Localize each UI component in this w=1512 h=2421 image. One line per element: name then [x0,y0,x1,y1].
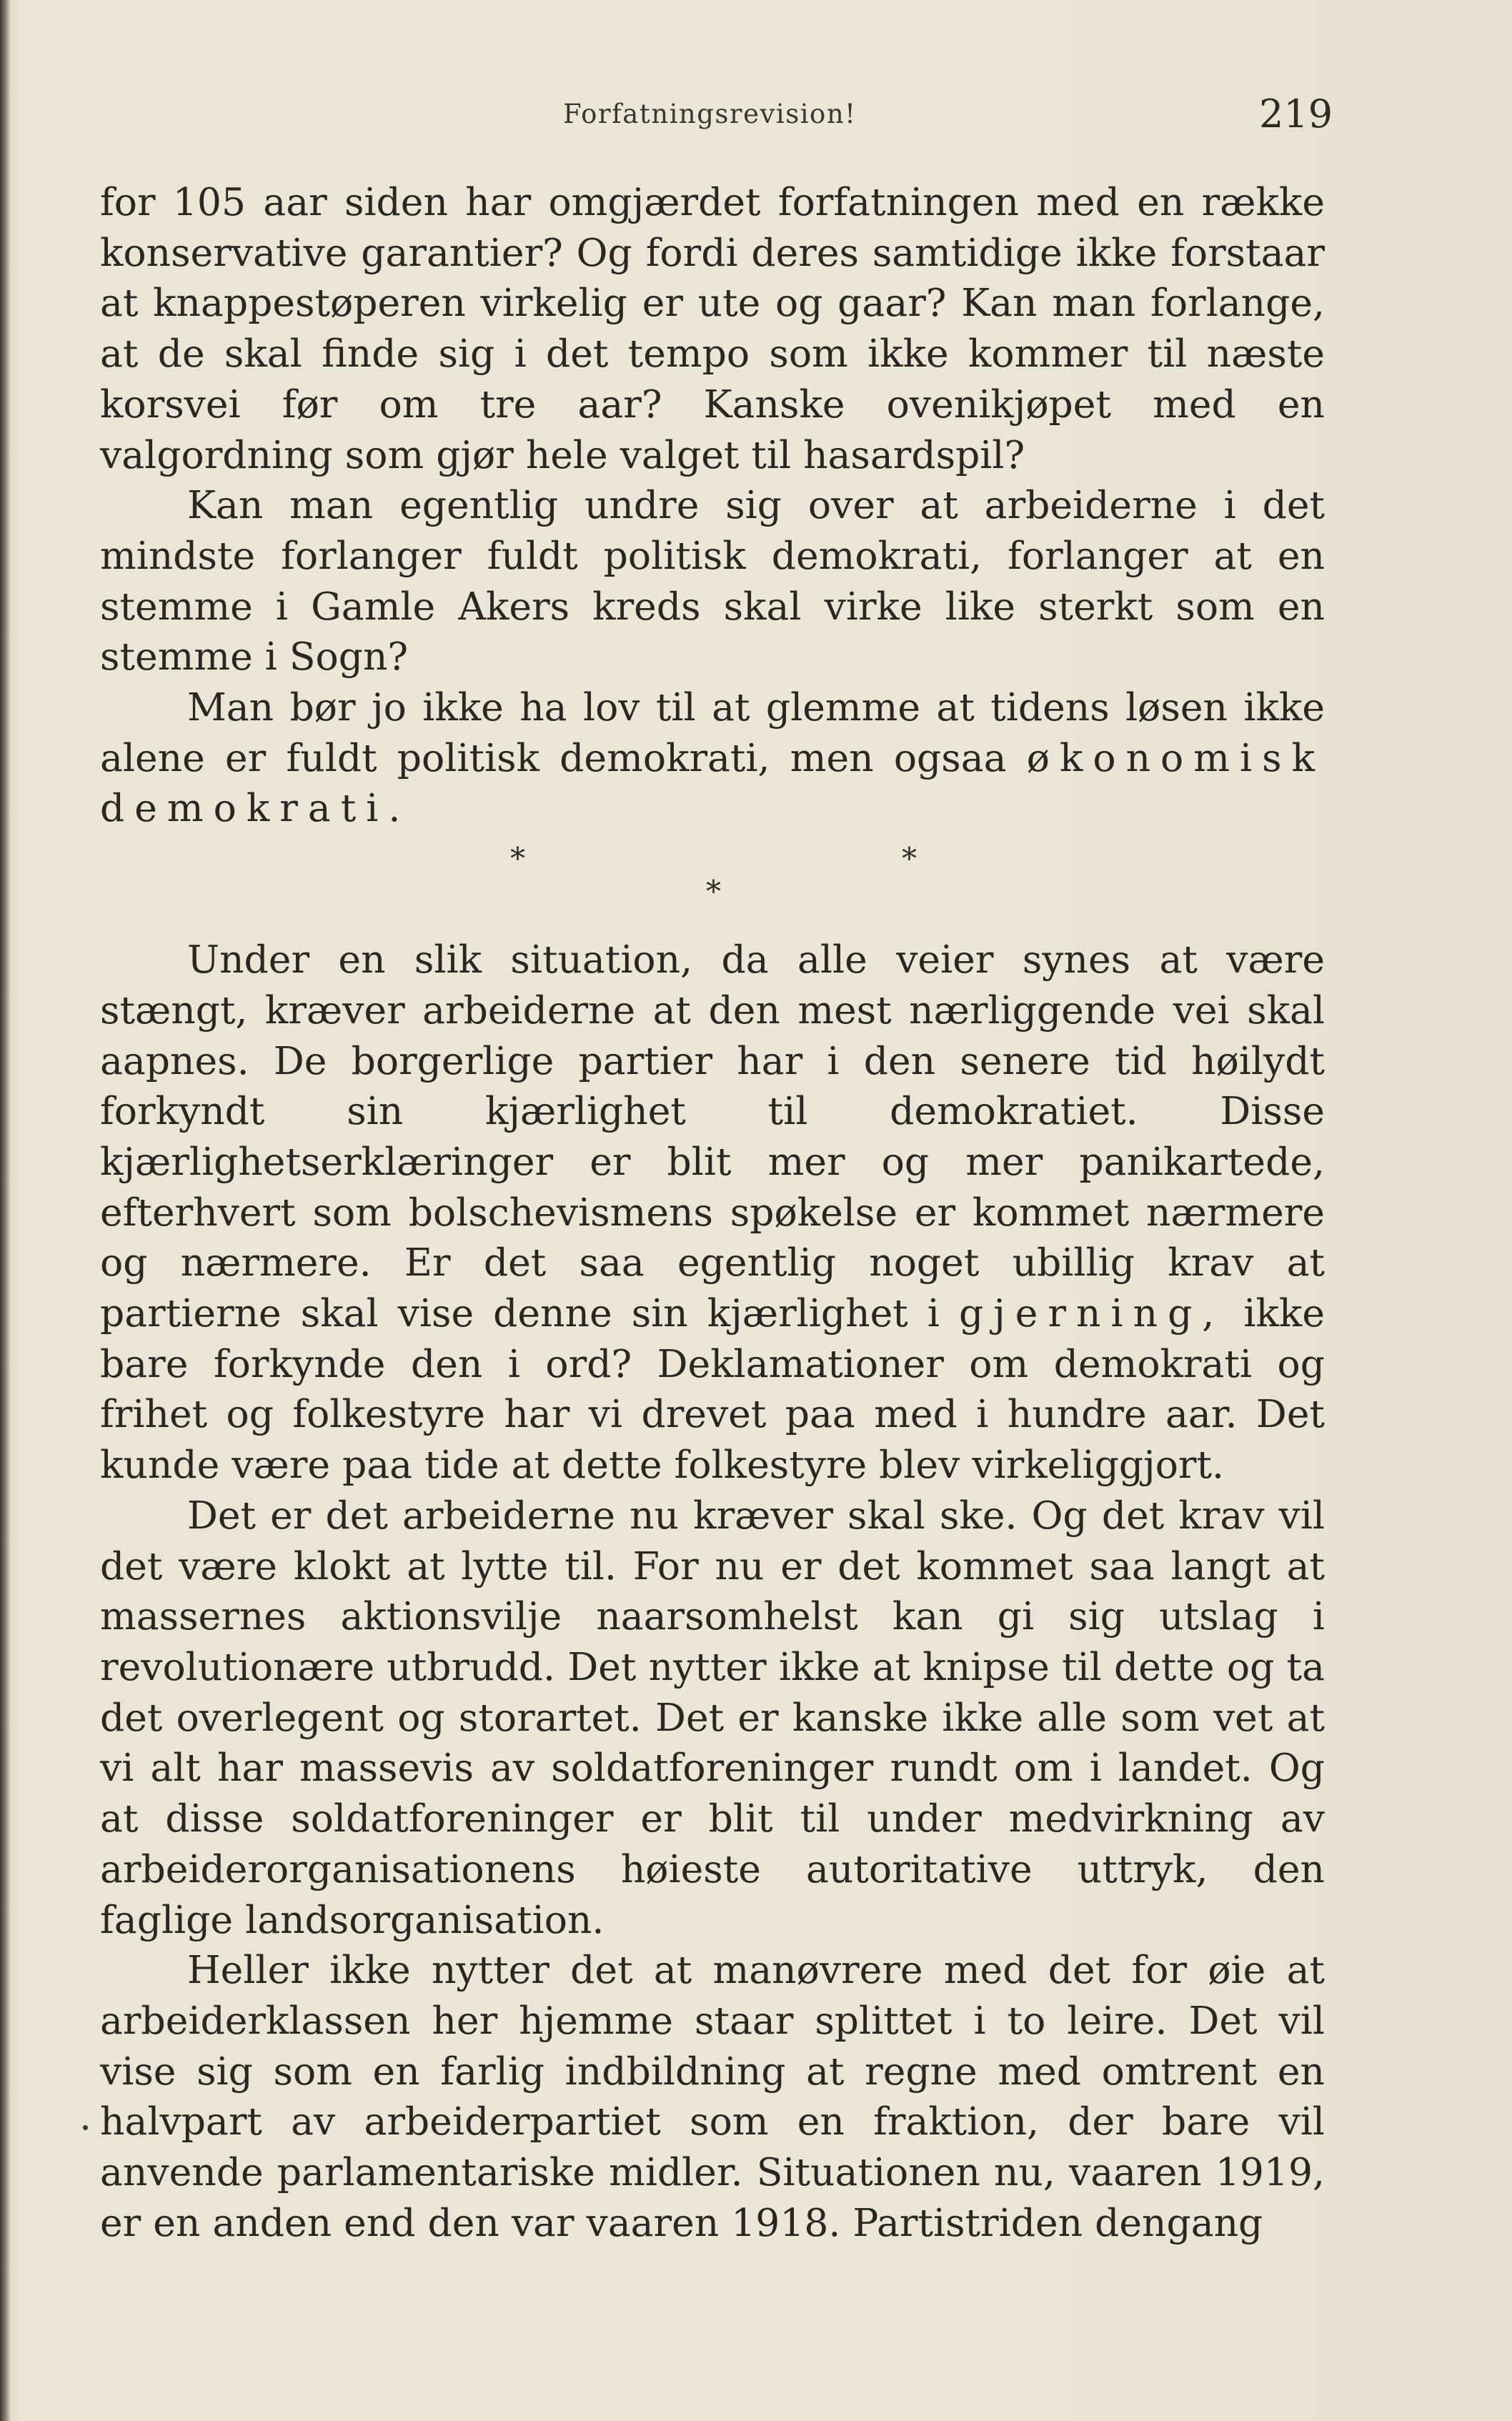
paragraph-4 [100,935,1325,1491]
book-spine-edge [0,0,10,2421]
paragraph-6: Heller ikke nytter det at manøvrere med det for øie at arbeiderklassen her hjemme staar splittet i to leire. Det vil vise sig som en farlig indbildning at regne med omtrent en halvpart av arbeiderpartiet som en fraktion, der bare vil anvende parlamentariske midler. Situationen nu, vaaren 1919, er en anden end den var vaaren 1918. Partistriden dengang [100,1947,1325,2245]
paragraph-4-text: Under en slik situation, da alle veier synes at være stængt, kræver arbeiderne at den mest nærliggende vei skal aapnes. De borgerlige partier har i den senere tid høilydt forkyndt sin kjærlighet til demokratiet. Disse kjærlighetserklæringer er blit mer og mer panikartede, efterhvert som bolschevismens spøkelse er kommet nærmere og nærmere. Er det saa egentlig noget ubillig krav at partierne skal vise denne sin kjærlighet i [100,937,1325,1336]
paragraph-5: Det er det arbeiderne nu kræver skal ske. Og det krav vil det være klokt at lytte til. For nu er det kommet saa langt at massernes aktionsvilje naarsomhelst kan gi sig utslag i revolutionære utbrudd. Det nytter ikke at knipse til dette og ta det overlegent og storartet. Det er kanske ikke alle som vet at vi alt har massevis av soldatforeninger rundt om i landet. Og at disse soldatforeninger er blit til under medvirkning av arbeiderorganisationens høieste autoritative uttryk, den faglige landsorganisation. [100,1492,1325,1942]
paragraph-3-text: Man bør jo ikke ha lov til at glemme at tidens løsen ikke alene er fuldt politisk demokrati, men ogsaa [100,685,1325,780]
separator-star: * [510,841,525,877]
paragraph-3 [100,682,1325,834]
emphasis-gjerning: gjerning, [958,1291,1225,1336]
margin-mark [83,2125,88,2130]
paragraph-2: Kan man egentlig undre sig over at arbeiderne i det mindste forlanger fuldt politisk demokrati, forlanger at en stemme i Gamle Akers kreds skal virke like sterkt som en stemme i Sogn? [100,482,1325,680]
paragraph-1: for 105 aar siden har omgjærdet forfatningen med en række konservative garantier? Og fordi deres samtidige ikke forstaar at knappestøperen virkelig er ute og gaar? Kan man forlange, at de skal finde sig i det tempo som ikke kommer til næste korsvei før om tre aar? Kanske ovenikjøpet med en valgordning som gjør hele valget til hasardspil? [100,179,1325,477]
separator-star: * [902,841,917,877]
body-text [100,177,1325,2248]
running-title: Forfatningsrevision! [563,99,857,129]
separator-star: * [706,874,721,910]
paragraph-4-text-end: ikke bare forkynde den i ord? Deklamationer om demokrati og frihet og folkestyre har vi drevet paa med i hundre aar. Det kunde være paa tide at dette folkestyre blev virkeliggjort. [100,1291,1325,1488]
page-number: 219 [1259,91,1333,136]
page-header [0,91,1512,149]
emphasis-economic-democracy: økonomisk demokrati. [100,735,1325,831]
section-separator [100,834,1325,935]
